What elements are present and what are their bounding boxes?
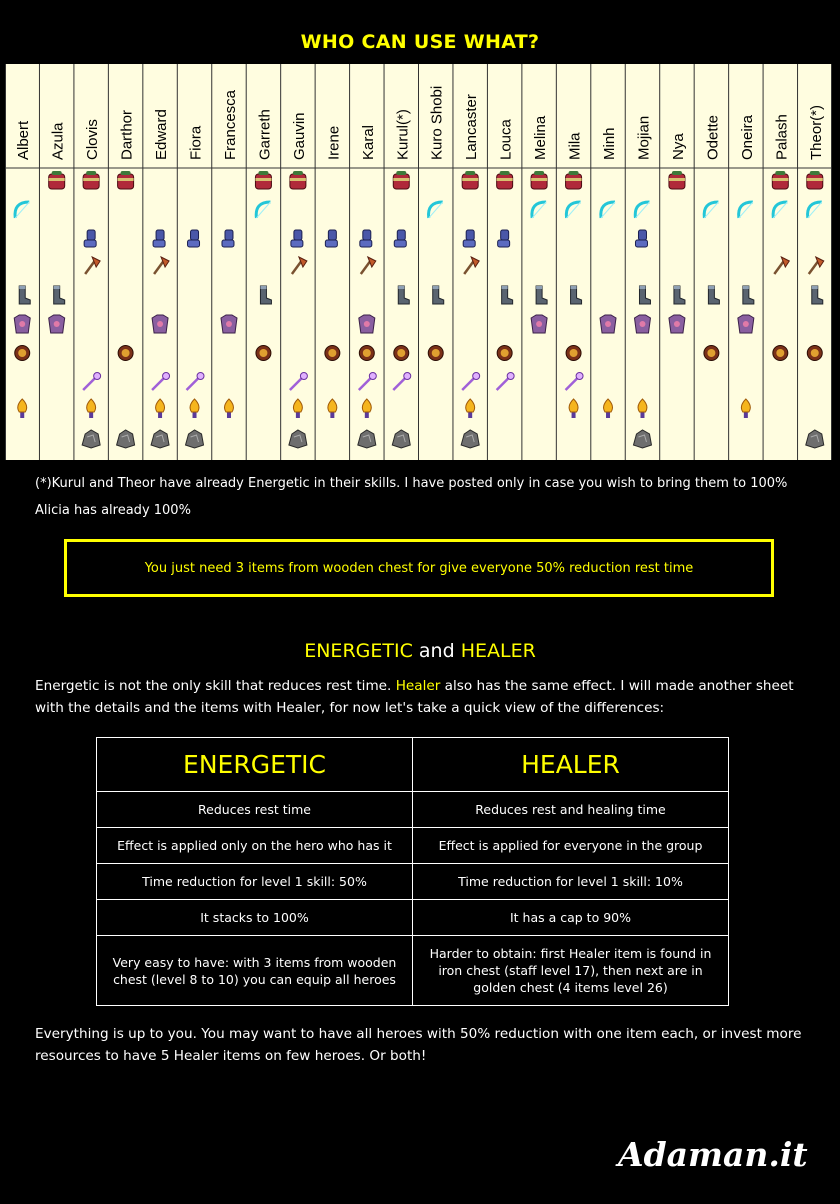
hero-name-label: Garreth	[256, 109, 274, 160]
amulet-icon	[704, 346, 719, 361]
red-backpack-icon	[807, 171, 823, 189]
armor-icon	[634, 315, 650, 333]
energetic-cell: Very easy to have: with 3 items from wooden chest (level 8 to 10) you can equip all heroes	[97, 936, 413, 1006]
armor-icon	[359, 315, 375, 333]
footnote-kurul-theor: (*)Kurul and Theor have already Energetic in their skills. I have posted only in case you wish to bring them to 100%	[35, 476, 788, 491]
comparison-table	[96, 737, 729, 1006]
red-backpack-icon	[290, 171, 306, 189]
intro-after: also has the same effect. I will made another sheet with the details and the items with Healer, for now let's take a quick view of the differences:	[35, 678, 794, 716]
red-backpack-icon	[49, 171, 65, 189]
red-backpack-icon	[669, 171, 685, 189]
callout-text: You just need 3 items from wooden chest for give everyone 50% reduction rest time	[144, 560, 694, 576]
heading-and: and	[412, 640, 461, 662]
hero-name-label: Kurul(*)	[394, 109, 412, 160]
red-backpack-icon	[531, 171, 547, 189]
hero-name-label: Fiora	[187, 125, 205, 160]
heading-healer: HEALER	[460, 640, 536, 662]
hero-name-label: Gauvin	[290, 112, 308, 160]
hero-name-label: Melina	[532, 115, 550, 160]
closing-paragraph: Everything is up to you. You may want to have all heroes with 50% reduction with one item each, or invest more resources to have 5 Healer items on few heroes. Or both!	[35, 1026, 802, 1064]
footnote-alicia: Alicia has already 100%	[35, 503, 191, 518]
hero-name-label: Francesca	[221, 89, 239, 160]
header-healer: HEALER	[413, 738, 729, 792]
amulet-icon	[118, 346, 133, 361]
healer-cell: It has a cap to 90%	[413, 900, 729, 936]
hero-name-label: Mila	[566, 132, 584, 160]
hero-name-label: Louca	[497, 119, 515, 160]
table-row	[97, 936, 729, 1006]
hero-name-label: Mojian	[635, 115, 653, 160]
healer-cell: Harder to obtain: first Healer item is found in iron chest (staff level 17), then next are in golden chest (4 items level 26)	[413, 936, 729, 1006]
energetic-cell: Effect is applied only on the hero who has it	[97, 828, 413, 864]
armor-icon	[49, 315, 65, 333]
red-backpack-icon	[497, 171, 513, 189]
amulet-icon	[256, 346, 271, 361]
intro-paragraph	[35, 675, 815, 719]
energetic-cell: Time reduction for level 1 skill: 50%	[97, 864, 413, 900]
red-backpack-icon	[83, 171, 99, 189]
table-row	[97, 864, 729, 900]
amulet-icon	[497, 346, 512, 361]
hero-name-label: Edward	[153, 109, 171, 160]
header-energetic: ENERGETIC	[97, 738, 413, 792]
armor-icon	[669, 315, 685, 333]
hero-name-label: Oneira	[738, 114, 756, 160]
hero-name-label: Theor(*)	[807, 104, 825, 160]
hero-name-label: Darthor	[118, 109, 136, 160]
section-heading	[0, 640, 840, 662]
healer-cell: Reduces rest and healing time	[413, 792, 729, 828]
hero-name-label: Odette	[704, 114, 722, 160]
energetic-cell: It stacks to 100%	[97, 900, 413, 936]
armor-icon	[600, 315, 616, 333]
hero-name-label: Nya	[669, 133, 687, 160]
red-backpack-icon	[393, 171, 409, 189]
page-title: WHO CAN USE WHAT?	[300, 31, 540, 53]
armor-icon	[152, 315, 168, 333]
table-row	[97, 792, 729, 828]
red-backpack-icon	[772, 171, 788, 189]
table-row	[97, 828, 729, 864]
intro-before: Energetic is not the only skill that reduces rest time.	[35, 678, 396, 694]
healer-cell: Effect is applied for everyone in the group	[413, 828, 729, 864]
hero-name-label: Lancaster	[463, 94, 481, 160]
red-backpack-icon	[566, 171, 582, 189]
healer-cell: Time reduction for level 1 skill: 10%	[413, 864, 729, 900]
callout-box	[64, 539, 774, 597]
amulet-icon	[359, 346, 374, 361]
red-backpack-icon	[255, 171, 271, 189]
hero-name-label: Palash	[773, 114, 791, 160]
armor-icon	[221, 315, 237, 333]
amulet-icon	[394, 346, 409, 361]
energetic-cell: Reduces rest time	[97, 792, 413, 828]
amulet-icon	[15, 346, 30, 361]
amulet-icon	[566, 346, 581, 361]
intro-healer-highlight: Healer	[395, 678, 441, 694]
hero-name-label: Albert	[15, 120, 33, 160]
heading-energetic: ENERGETIC	[304, 640, 413, 662]
hero-name-label: Irene	[325, 125, 343, 160]
hero-name-label: Azula	[49, 122, 67, 160]
hero-name-label: Clovis	[84, 119, 102, 160]
adaman-logo: Adaman.it	[618, 1135, 808, 1174]
hero-name-label: Minh	[601, 127, 619, 160]
red-backpack-icon	[462, 171, 478, 189]
amulet-icon	[807, 346, 822, 361]
armor-icon	[14, 315, 30, 333]
hero-item-grid	[5, 64, 832, 460]
amulet-icon	[428, 346, 443, 361]
hero-name-label: Karal	[359, 124, 377, 160]
hero-name-label: Kuro Shobi	[428, 85, 446, 160]
red-backpack-icon	[118, 171, 134, 189]
table-header-row	[97, 738, 729, 792]
armor-icon	[738, 315, 754, 333]
amulet-icon	[773, 346, 788, 361]
armor-icon	[531, 315, 547, 333]
amulet-icon	[325, 346, 340, 361]
table-row	[97, 900, 729, 936]
